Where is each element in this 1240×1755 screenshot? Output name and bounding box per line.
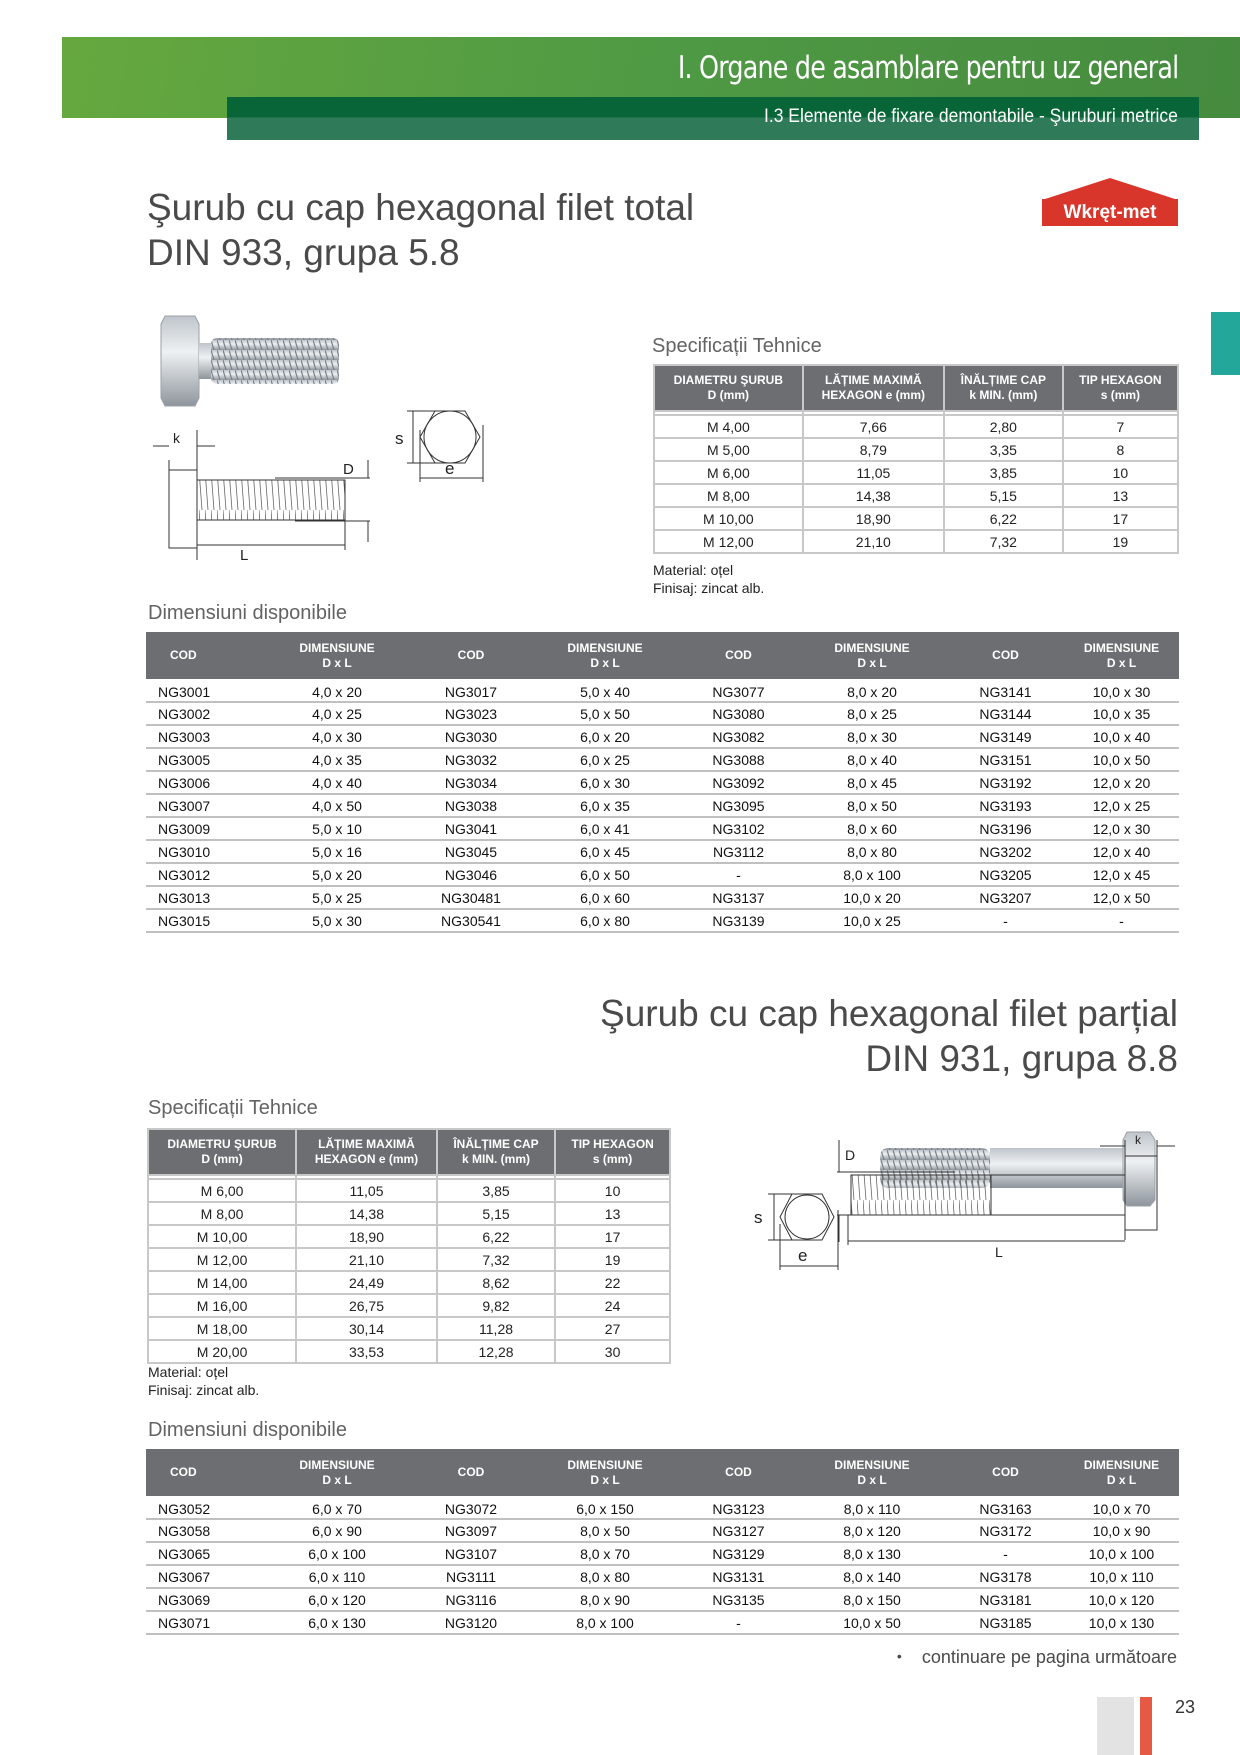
cell-dimension: 8,0 x 80 [530,1565,680,1588]
cell-code: NG3192 [947,771,1064,794]
cell-code: NG3041 [412,817,530,840]
product-2-dimensions-label: Dimensiuni disponibile [148,1419,347,1441]
cell-code: NG3013 [146,886,262,909]
chapter-title: I. Organe de asamblare pentru uz general [677,50,1178,86]
spec-cell: 9,82 [437,1294,555,1317]
table-row: M 12,00 21,10 7,32 19 [654,530,1178,553]
spec-cell: 3,85 [437,1179,555,1202]
logo-roof-shape [1042,178,1178,200]
cell-dimension: 10,0 x 70 [1064,1496,1179,1519]
cell-code: NG3001 [146,679,262,702]
cell-code: NG30481 [412,886,530,909]
cell-dimension: 6,0 x 80 [530,909,680,932]
section-subtitle: I.3 Elemente de fixare demontabile - Şuruburi metrice [764,106,1178,127]
cell-dimension: 8,0 x 100 [530,1611,680,1634]
cell-code: NG3120 [412,1611,530,1634]
table-row [148,1317,670,1340]
cell-dimension: 6,0 x 70 [262,1496,412,1519]
cell-code: NG3151 [947,748,1064,771]
cell-code: - [947,909,1064,932]
spec-cell: 10 [555,1179,670,1202]
dim-label-k: k [173,430,180,446]
cell-dimension: 8,0 x 40 [797,748,947,771]
spec-cell: 8,62 [437,1271,555,1294]
cell-code: NG3015 [146,909,262,932]
table-row [146,702,1179,725]
cell-dimension: 10,0 x 30 [1064,679,1179,702]
cell-code: NG3111 [412,1565,530,1588]
cell-code: NG3023 [412,702,530,725]
cell-code: NG3002 [146,702,262,725]
cell-code: NG3196 [947,817,1064,840]
cell-code: NG3107 [412,1542,530,1565]
page-marker-grey [1097,1697,1134,1755]
cell-code: NG3046 [412,863,530,886]
product-1-notes [653,561,764,597]
cell-dimension: 5,0 x 16 [262,840,412,863]
spec-col-hex-width: LĂȚIME MAXIMĂ HEXAGON e (mm) [803,365,944,411]
product-2-spec-table [147,1128,671,1364]
table-row [146,748,1179,771]
table-row: M 8,00 14,38 5,15 13 [654,484,1178,507]
cell-code: NG3131 [680,1565,797,1588]
table-row [146,840,1179,863]
cell-dimension: 4,0 x 25 [262,702,412,725]
cell-dimension: 10,0 x 90 [1064,1519,1179,1542]
cell-code: NG3058 [146,1519,262,1542]
table-row [146,909,1179,932]
spec-cell: 33,53 [296,1340,437,1363]
cell-dimension: 5,0 x 25 [262,886,412,909]
cell-dimension: 8,0 x 25 [797,702,947,725]
spec-cell: 24 [555,1294,670,1317]
cell-dimension: 8,0 x 80 [797,840,947,863]
product-2-notes [148,1363,259,1399]
cell-code: NG3082 [680,725,797,748]
bullet-icon: • [896,1648,902,1664]
chapter-tab-marker [1211,312,1240,375]
cell-dimension: 4,0 x 35 [262,748,412,771]
finish-note: Finisaj: zincat alb. [148,1382,260,1398]
cell-code: NG3095 [680,794,797,817]
table-row: M 6,00 11,05 3,85 10 [654,461,1178,484]
cell-dimension: 6,0 x 130 [262,1611,412,1634]
spec-cell: M 16,00 [148,1294,296,1317]
cell-code: NG3092 [680,771,797,794]
cell-dimension: 6,0 x 110 [262,1565,412,1588]
spec-cell: M 14,00 [148,1271,296,1294]
cell-code: NG3071 [146,1611,262,1634]
product-1-dimensions-label: Dimensiuni disponibile [148,602,347,624]
cell-dimension: 10,0 x 130 [1064,1611,1179,1634]
table-row [146,1611,1179,1634]
finish-note: Finisaj: zincat alb. [653,580,765,596]
cell-code: NG3006 [146,771,262,794]
cell-dimension: 8,0 x 110 [797,1496,947,1519]
cell-code: - [947,1542,1064,1565]
spec-cell: M 8,00 [148,1202,296,1225]
product-1-bolt-drawing [145,310,490,560]
cell-dimension: 6,0 x 120 [262,1588,412,1611]
cell-code: NG3139 [680,909,797,932]
cell-dimension: 8,0 x 70 [530,1542,680,1565]
table-row [148,1225,670,1248]
cell-code: - [680,1611,797,1634]
cell-code: NG3067 [146,1565,262,1588]
cell-code: NG3123 [680,1496,797,1519]
cell-dimension: 10,0 x 50 [1064,748,1179,771]
cell-code: NG3017 [412,679,530,702]
dim-header-row: COD DIMENSIUNE D x L COD DIMENSIUNE D x L COD DIMENSIUNE D x L COD DIMENSIUNE D x L [146,1449,1179,1496]
cell-code: - [680,863,797,886]
cell-code: NG3163 [947,1496,1064,1519]
cell-dimension: 5,0 x 30 [262,909,412,932]
cell-dimension: 8,0 x 140 [797,1565,947,1588]
cell-dimension: 6,0 x 30 [530,771,680,794]
cell-code: NG3032 [412,748,530,771]
cell-code: NG3088 [680,748,797,771]
cell-dimension: 12,0 x 45 [1064,863,1179,886]
cell-code: NG3172 [947,1519,1064,1542]
cell-dimension: 10,0 x 110 [1064,1565,1179,1588]
dim-label-L: L [240,547,249,560]
spec-col-diameter: DIAMETRU ŞURUB D (mm) [654,365,803,411]
cell-code: NG3137 [680,886,797,909]
cell-dimension: 5,0 x 50 [530,702,680,725]
table-row: M 5,00 8,79 3,35 8 [654,438,1178,461]
cell-dimension: 6,0 x 50 [530,863,680,886]
table-row [146,771,1179,794]
cell-dimension: 8,0 x 150 [797,1588,947,1611]
spec-col-hex-type: TIP HEXAGON s (mm) [1063,365,1178,411]
cell-dimension: - [1064,909,1179,932]
cell-dimension: 6,0 x 45 [530,840,680,863]
cell-dimension: 10,0 x 35 [1064,702,1179,725]
spec-cell: 14,38 [296,1202,437,1225]
cell-dimension: 6,0 x 100 [262,1542,412,1565]
table-row [148,1202,670,1225]
spec-cell: 21,10 [296,1248,437,1271]
cell-code: NG30541 [412,909,530,932]
cell-code: NG3069 [146,1588,262,1611]
cell-code: NG3202 [947,840,1064,863]
continuation-text: continuare pe pagina următoare [921,1647,1177,1667]
cell-code: NG3007 [146,794,262,817]
spec-cell: 5,15 [437,1202,555,1225]
cell-code: NG3178 [947,1565,1064,1588]
product-2-hex-end-view [750,1190,860,1275]
dim-header-row: COD DIMENSIUNE D x L COD DIMENSIUNE D x L COD DIMENSIUNE D x L COD DIMENSIUNE D x L [146,632,1179,679]
table-row [148,1294,670,1317]
cell-dimension: 10,0 x 20 [797,886,947,909]
dim-label-D: D [845,1147,856,1163]
cell-dimension: 8,0 x 100 [797,863,947,886]
cell-code: NG3149 [947,725,1064,748]
spec-header-row: DIAMETRU ŞURUB D (mm) LĂȚIME MAXIMĂ HEXAGON e (mm) ÎNĂLȚIME CAP k MIN. (mm) TIP HEXAGON s (mm) [148,1129,670,1175]
cell-code: NG3185 [947,1611,1064,1634]
dim-label-s: s [395,429,404,448]
dim-label-D: D [343,461,354,478]
table-row [146,1542,1179,1565]
spec-cell: M 18,00 [148,1317,296,1340]
table-row [146,1496,1179,1519]
cell-code: NG3072 [412,1496,530,1519]
cell-code: NG3102 [680,817,797,840]
continuation-note [897,1647,1177,1668]
cell-dimension: 12,0 x 50 [1064,886,1179,909]
cell-code: NG3205 [947,863,1064,886]
cell-dimension: 6,0 x 90 [262,1519,412,1542]
product-2-dimensions-table [146,1449,1179,1635]
spec-col-head-height: ÎNĂLȚIME CAP k MIN. (mm) [944,365,1063,411]
cell-dimension: 12,0 x 20 [1064,771,1179,794]
cell-dimension: 10,0 x 25 [797,909,947,932]
cell-dimension: 5,0 x 40 [530,679,680,702]
spec-cell: 11,28 [437,1317,555,1340]
table-row: M 10,00 18,90 6,22 17 [654,507,1178,530]
product-1-spec-table [653,364,1179,554]
spec-cell: 17 [555,1225,670,1248]
table-row [146,725,1179,748]
cell-code: NG3038 [412,794,530,817]
table-row [146,1565,1179,1588]
cell-dimension: 6,0 x 35 [530,794,680,817]
cell-dimension: 8,0 x 50 [797,794,947,817]
dim-label-L: L [995,1244,1003,1260]
product-1-title-line2: DIN 933, grupa 5.8 [147,232,460,273]
product-2-spec-label: Specificații Tehnice [148,1097,318,1119]
cell-dimension: 12,0 x 30 [1064,817,1179,840]
dim-label-k: k [1135,1133,1141,1147]
cell-code: NG3116 [412,1588,530,1611]
cell-code: NG3012 [146,863,262,886]
cell-dimension: 6,0 x 25 [530,748,680,771]
cell-code: NG3207 [947,886,1064,909]
cell-dimension: 6,0 x 20 [530,725,680,748]
page-number: 23 [1175,1697,1196,1717]
product-1-title [147,185,694,275]
dim-label-s: s [754,1208,763,1227]
cell-code: NG3129 [680,1542,797,1565]
cell-code: NG3003 [146,725,262,748]
cell-code: NG3045 [412,840,530,863]
cell-code: NG3080 [680,702,797,725]
cell-dimension: 4,0 x 50 [262,794,412,817]
cell-code: NG3034 [412,771,530,794]
cell-dimension: 10,0 x 50 [797,1611,947,1634]
spec-cell: 7,32 [437,1248,555,1271]
spec-cell: 19 [555,1248,670,1271]
table-row [146,1588,1179,1611]
cell-dimension: 4,0 x 40 [262,771,412,794]
table-row [146,817,1179,840]
spec-cell: M 6,00 [148,1179,296,1202]
bolt-photo [161,316,339,406]
table-row [148,1179,670,1202]
dim-label-e: e [445,459,455,478]
cell-dimension: 10,0 x 40 [1064,725,1179,748]
product-2-title-line1: Şurub cu cap hexagonal filet parțial [600,993,1178,1034]
spec-cell: 27 [555,1317,670,1340]
table-row [146,863,1179,886]
product-1-dimensions-table [146,632,1179,933]
cell-code: NG3141 [947,679,1064,702]
product-2-title-line2: DIN 931, grupa 8.8 [865,1038,1178,1079]
spec-cell: 12,28 [437,1340,555,1363]
cell-dimension: 8,0 x 20 [797,679,947,702]
table-row [146,794,1179,817]
spec-cell: 22 [555,1271,670,1294]
spec-cell: M 12,00 [148,1248,296,1271]
cell-dimension: 10,0 x 100 [1064,1542,1179,1565]
spec-header-row [654,365,1178,411]
spec-cell: 11,05 [296,1179,437,1202]
cell-code: NG3127 [680,1519,797,1542]
cell-dimension: 8,0 x 30 [797,725,947,748]
cell-code: NG3144 [947,702,1064,725]
cell-code: NG3010 [146,840,262,863]
product-2-title [600,991,1178,1081]
cell-code: NG3030 [412,725,530,748]
cell-code: NG3065 [146,1542,262,1565]
table-row [146,1519,1179,1542]
cell-code: NG3052 [146,1496,262,1519]
cell-code: NG3077 [680,679,797,702]
material-note: Material: oțel [148,1364,229,1380]
table-row [148,1248,670,1271]
cell-dimension: 6,0 x 60 [530,886,680,909]
bolt-technical-drawing [153,430,370,560]
table-row [148,1340,670,1363]
cell-dimension: 5,0 x 20 [262,863,412,886]
cell-dimension: 6,0 x 150 [530,1496,680,1519]
cell-code: NG3005 [146,748,262,771]
material-note: Material: oțel [653,562,734,578]
cell-dimension: 8,0 x 60 [797,817,947,840]
dim-label-e: e [798,1246,808,1265]
table-row: M 4,00 7,66 2,80 7 [654,415,1178,438]
cell-dimension: 10,0 x 120 [1064,1588,1179,1611]
cell-code: NG3193 [947,794,1064,817]
table-row [146,886,1179,909]
spec-cell: M 20,00 [148,1340,296,1363]
cell-code: NG3112 [680,840,797,863]
cell-dimension: 8,0 x 50 [530,1519,680,1542]
cell-dimension: 8,0 x 130 [797,1542,947,1565]
spec-cell: 26,75 [296,1294,437,1317]
cell-dimension: 5,0 x 10 [262,817,412,840]
brand-logo [1042,178,1179,228]
product-1-title-line1: Şurub cu cap hexagonal filet total [147,187,695,228]
spec-cell: 30 [555,1340,670,1363]
cell-dimension: 12,0 x 40 [1064,840,1179,863]
cell-code: NG3009 [146,817,262,840]
cell-dimension: 4,0 x 30 [262,725,412,748]
cell-dimension: 6,0 x 41 [530,817,680,840]
spec-cell: 13 [555,1202,670,1225]
cell-code: NG3181 [947,1588,1064,1611]
spec-cell: 24,49 [296,1271,437,1294]
cell-dimension: 8,0 x 120 [797,1519,947,1542]
spec-cell: 6,22 [437,1225,555,1248]
cell-dimension: 12,0 x 25 [1064,794,1179,817]
table-row [146,679,1179,702]
logo-text: Wkręt-met [1042,199,1178,226]
spec-cell: M 10,00 [148,1225,296,1248]
cell-dimension: 4,0 x 20 [262,679,412,702]
cell-dimension: 8,0 x 45 [797,771,947,794]
cell-code: NG3135 [680,1588,797,1611]
spec-cell: 18,90 [296,1225,437,1248]
page-marker-red [1140,1697,1152,1755]
product-1-spec-label: Specificații Tehnice [652,335,822,357]
cell-code: NG3097 [412,1519,530,1542]
cell-dimension: 8,0 x 90 [530,1588,680,1611]
spec-cell: 30,14 [296,1317,437,1340]
table-row [148,1271,670,1294]
